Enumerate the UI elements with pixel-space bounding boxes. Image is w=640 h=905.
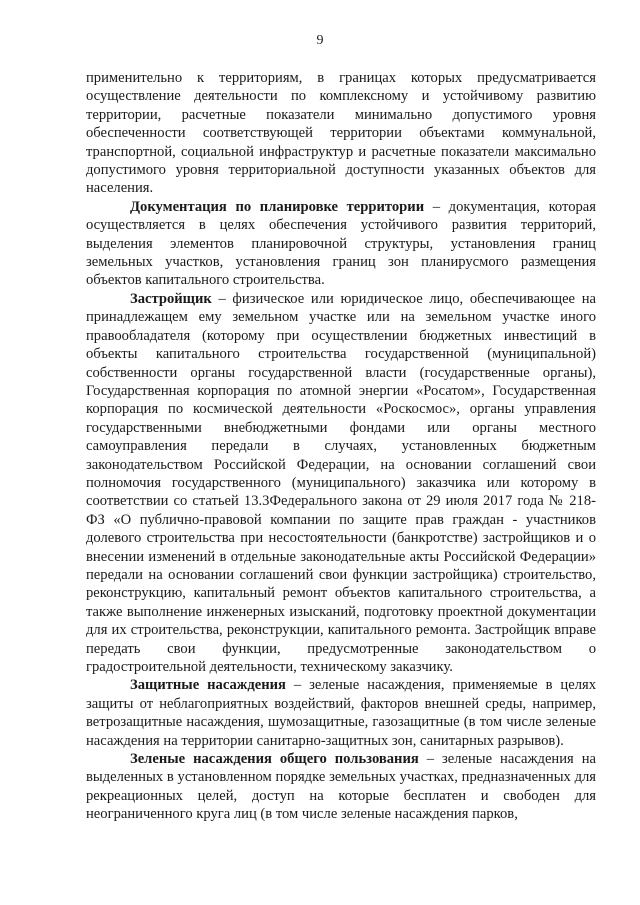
paragraph-text: применительно к территориям, в границах которых предусматривается осуществление деятельности по комплексному и устойчивому развитию территории, расчетные показатели минимально допустимого уровня обеспеченности соответствующей территории объектами коммунальной, транспортной, социальной инфраструктур и расчетные показатели максимально допустимого уровня территориальной доступности указанных объектов для населения. — [86, 70, 596, 197]
definition-paragraph — [86, 290, 596, 677]
definition-text: – зеленые насаждения, применяемые в целях защиты от неблагоприятных воздействий, факторов внешней среды, например, ветрозащитные насаждения, шумозащитные, газозащитные (в том числе зеленые насаждения на территории санитарно-защитных зон, санитарных разрывов). — [86, 677, 596, 749]
paragraph-continuation — [86, 69, 596, 198]
definition-term: Документация по планировке территории — [130, 198, 425, 215]
definition-text: – физическое или юридическое лицо, обеспечивающее на принадлежащем ему земельном участке или на земельном участке иного правообладателя (которому при осуществлении бюджетных инвестиций в объекты капитального строительства государственной (муниципальной) собственности органы государственной власти (государственные органы), Государственная корпорация по атомной энергии «Росатом», Государственная корпорация по космической деятельности «Роскосмос», органы управления государственными внебюджетными фондами или органы местного самоуправления передали в случаях, установленных бюджетным законодательством Российской Федерации, на основании соглашений свои полномочия государственного (муниципального) заказчика или которому в соответствии со статьей 13.3Федерального закона от 29 июля 2017 года № 218-ФЗ «О публично-правовой компании по защите прав граждан - участников долевого строительства при несостоятельности (банкротстве) застройщиков и о внесении изменений в отдельные законодательные акты Российской Федерации» передали на основании соглашений свои функции застройщика) строительство, реконструкцию, капитальный ремонт объектов капитального строительства, а также выполнение инженерных изысканий, подготовку проектной документации для их строительства, реконструкции, капитального ремонта. Застройщик вправе передать свои функции, предусмотренные законодательством о градостроительной деятельности, техническому заказчику. — [86, 290, 596, 675]
document-body — [86, 69, 596, 824]
definition-paragraph — [86, 750, 596, 824]
definition-paragraph — [86, 198, 596, 290]
definition-term: Зеленые насаждения общего пользования — [130, 751, 419, 768]
definition-text: – зеленые насаждения на выделенных в установленном порядке земельных участках, предназначенных для рекреационных целей, доступ на которые бесплатен и свободен для неограниченного круга лиц (в том числе зеленые насаждения парков, — [86, 751, 597, 823]
definition-term: Защитные насаждения — [130, 677, 286, 694]
definition-paragraph — [86, 676, 596, 750]
definition-text: – документация, которая осуществляется в целях обеспечения устойчивого развития территорий, выделения элементов планировочной структуры, установления границ земельных участков, установления границ зон планирусмого размещения объектов капитального строительства. — [86, 198, 596, 289]
page-number: 9 — [316, 33, 324, 48]
definition-term: Застройщик — [130, 290, 212, 307]
